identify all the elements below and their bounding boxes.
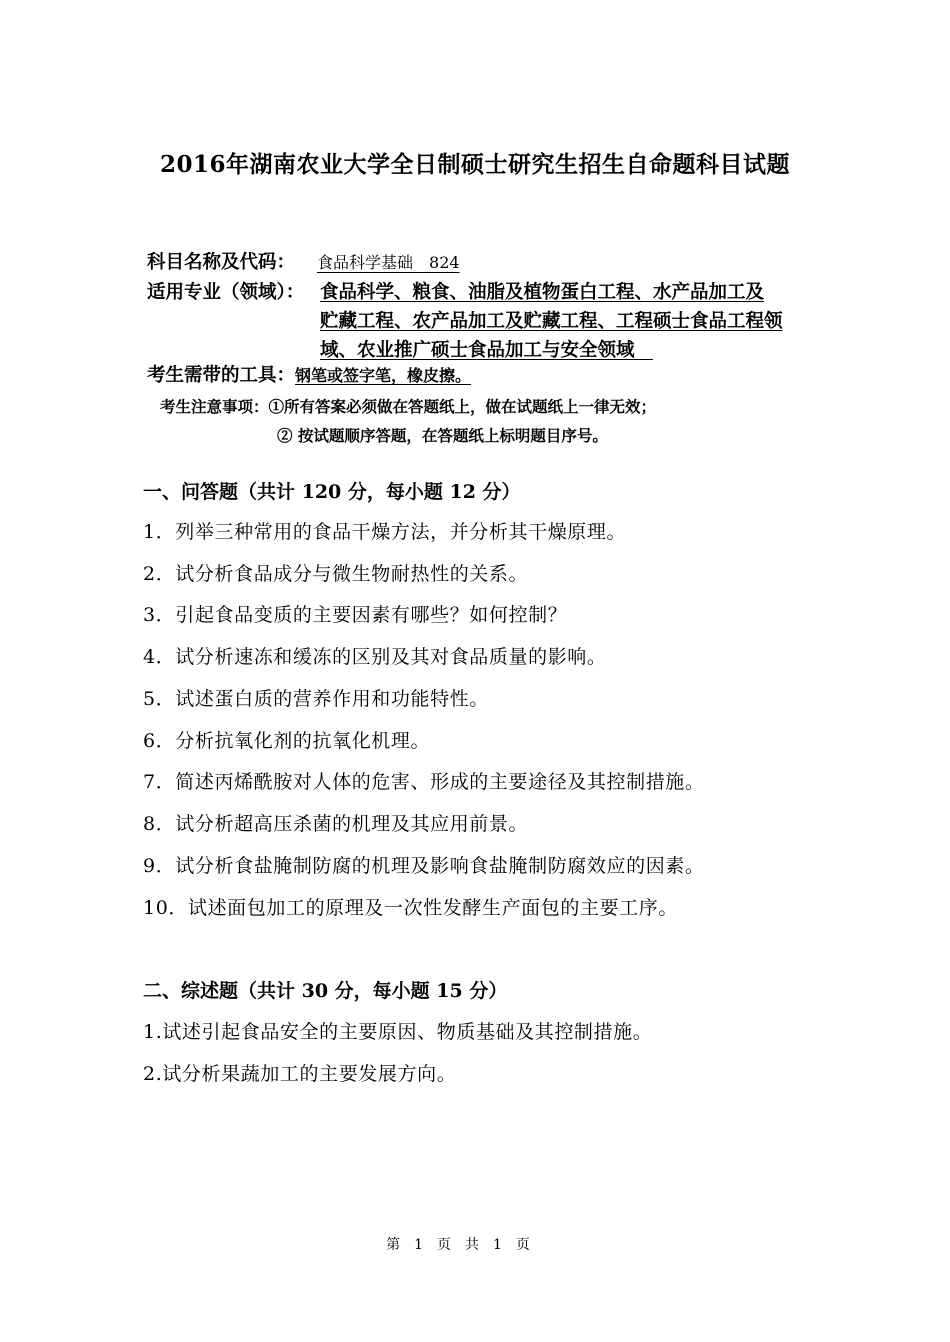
major-value <box>320 278 783 365</box>
question-item: 1．列举三种常用的食品干燥方法，并分析其干燥原理。 <box>143 521 627 543</box>
question-item: 2．试分析食品成分与微生物耐热性的关系。 <box>143 563 529 585</box>
page-footer: 第 1 页 共 1 页 <box>386 1237 530 1253</box>
tools-value: 钢笔或签字笔，橡皮擦。 <box>295 366 472 385</box>
question-item: 4．试分析速冻和缓冻的区别及其对食品质量的影响。 <box>143 646 607 668</box>
subject-row <box>147 250 460 276</box>
question-item: 8．试分析超高压杀菌的机理及其应用前景。 <box>143 813 529 835</box>
notice-label: 考生注意事项： <box>160 397 269 416</box>
tools-row <box>147 363 471 389</box>
question-item: 2.试分析果蔬加工的主要发展方向。 <box>143 1063 457 1085</box>
question-item: 7．简述丙烯酰胺对人体的危害、形成的主要途径及其控制措施。 <box>143 771 705 793</box>
question-item: 10．试述面包加工的原理及一次性发酵生产面包的主要工序。 <box>143 897 678 919</box>
page-title: 2016年湖南农业大学全日制硕士研究生招生自命题科目试题 <box>159 151 790 178</box>
question-item: 5．试述蛋白质的营养作用和功能特性。 <box>143 688 489 710</box>
major-line: 贮藏工程、农产品加工及贮藏工程、工程硕士食品工程领 <box>320 311 783 332</box>
major-line: 食品科学、粮食、油脂及植物蛋白工程、水产品加工及 <box>320 282 765 303</box>
subject-value: 食品科学基础 824 <box>317 253 460 272</box>
question-item: 1.试述引起食品安全的主要原因、物质基础及其控制措施。 <box>143 1021 653 1043</box>
tools-label: 考生需带的工具： <box>147 365 296 386</box>
major-line: 域、农业推广硕士食品加工与安全领域 <box>320 340 654 361</box>
notice-item-1: ①所有答案必须做在答题纸上，做在试题纸上一律无效； <box>268 397 657 416</box>
question-item: 6．分析抗氧化剂的抗氧化机理。 <box>143 730 431 752</box>
notice-row-1 <box>160 395 656 417</box>
subject-label: 科目名称及代码： <box>147 252 296 273</box>
notice-row-2 <box>277 424 608 446</box>
question-item: 9．试分析食盐腌制防腐的机理及影响食盐腌制防腐效应的因素。 <box>143 855 705 877</box>
notice-item-2: ② 按试题顺序答题，在答题纸上标明题目序号。 <box>277 426 608 445</box>
section-heading-1: 一、问答题（共计 120 分，每小题 12 分） <box>143 481 521 503</box>
section-heading-2: 二、综述题（共计 30 分，每小题 15 分） <box>143 980 508 1002</box>
major-label: 适用专业（领域）： <box>147 282 305 303</box>
major-row <box>147 278 304 307</box>
question-item: 3．引起食品变质的主要因素有哪些？如何控制？ <box>143 604 568 626</box>
